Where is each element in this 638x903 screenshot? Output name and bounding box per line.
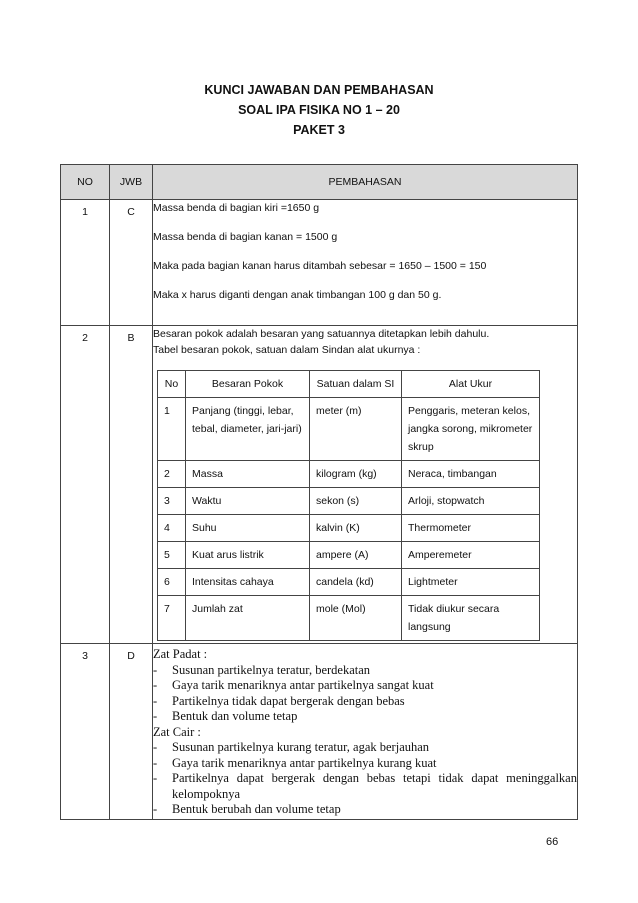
inner-cell: sekon (s) [310,488,402,515]
inner-header-cell: Alat Ukur [402,371,540,398]
inner-cell: Arloji, stopwatch [402,488,540,515]
inner-cell: kilogram (kg) [310,461,402,488]
page-number: 66 [546,836,559,848]
answer-table [60,164,578,820]
inner-cell: 1 [158,398,186,461]
list-item: - Gaya tarik menariknya antar partikelnya kurang kuat [153,755,437,770]
inner-cell: Amperemeter [402,542,540,569]
inner-cell: candela (kd) [310,569,402,596]
inner-row [158,461,540,488]
inner-cell: Jumlah zat [186,596,310,641]
list-item: - Susunan partikelnya teratur, berdekatan [153,662,371,677]
row-answer: B [127,332,135,344]
row-number: 3 [82,650,88,662]
inner-header-cell: No [158,371,186,398]
besaran-pokok-table [157,370,540,641]
inner-cell: 2 [158,461,186,488]
list-item: - Bentuk berubah dan volume tetap [153,802,341,816]
row-answer: C [127,206,135,218]
header-jwb: JWB [110,165,153,200]
list-item: - Partikelnya dapat bergerak dengan bebas tetapi tidak dapat meninggalkan kelompoknya [153,771,577,801]
inner-cell: 6 [158,569,186,596]
explanation-line: Maka x harus diganti dengan anak timbangan 100 g dan 50 g. [153,289,442,301]
explanation-line: Tabel besaran pokok, satuan dalam Sindan alat ukurnya : [153,344,421,356]
inner-cell: Massa [186,461,310,488]
inner-row [158,596,540,641]
doc-paket: PAKET 3 [293,123,345,137]
table-row [61,200,578,326]
inner-header-cell: Satuan dalam SI [310,371,402,398]
explanation-line: Massa benda di bagian kiri =1650 g [153,202,320,214]
inner-cell: Tidak diukur secara langsung [402,596,540,641]
doc-subtitle: SOAL IPA FISIKA NO 1 – 20 [238,103,400,117]
section-title-cair: Zat Cair : [153,724,201,739]
table-row [61,644,578,820]
inner-cell: Lightmeter [402,569,540,596]
list-item: - Susunan partikelnya kurang teratur, agak berjauhan [153,740,430,754]
row-explanation [153,644,578,820]
inner-row [158,488,540,515]
list-item: - Partikelnya tidak dapat bergerak dengan bebas [153,693,405,708]
list-item: - Gaya tarik menariknya antar partikelnya sangat kuat [153,678,434,692]
inner-cell: meter (m) [310,398,402,461]
inner-cell: 4 [158,515,186,542]
inner-cell: Waktu [186,488,310,515]
inner-cell: 3 [158,488,186,515]
section-title-padat: Zat Padat : [153,647,208,661]
inner-header-cell: Besaran Pokok [186,371,310,398]
header-pembahasan: PEMBAHASAN [153,165,578,200]
doc-title: KUNCI JAWABAN DAN PEMBAHASAN [204,83,434,97]
explanation-line: Maka pada bagian kanan harus ditambah sebesar = 1650 – 1500 = 150 [153,260,487,272]
inner-cell: Neraca, timbangan [402,461,540,488]
list-item: - Bentuk dan volume tetap [153,709,298,723]
explanation-line: Massa benda di bagian kanan = 1500 g [153,231,338,243]
inner-cell: Kuat arus listrik [186,542,310,569]
row-explanation [153,200,578,326]
header-no: NO [61,165,110,200]
inner-header-row [158,371,540,398]
inner-cell: 5 [158,542,186,569]
inner-cell: mole (Mol) [310,596,402,641]
table-header-row [61,165,578,200]
row-explanation [153,326,578,644]
row-answer: D [127,650,135,662]
inner-cell: 7 [158,596,186,641]
inner-cell: Thermometer [402,515,540,542]
inner-row [158,542,540,569]
inner-row [158,515,540,542]
inner-row [158,569,540,596]
inner-cell: Penggaris, meteran kelos, jangka sorong, mikrometer skrup [402,398,540,461]
inner-row [158,398,540,461]
inner-cell: kalvin (K) [310,515,402,542]
row-number: 2 [82,332,88,344]
inner-cell: Intensitas cahaya [186,569,310,596]
inner-cell: ampere (A) [310,542,402,569]
row-number: 1 [82,206,88,218]
inner-cell: Suhu [186,515,310,542]
table-row [61,326,578,644]
inner-cell: Panjang (tinggi, lebar, tebal, diameter, jari-jari) [186,398,310,461]
explanation-line: Besaran pokok adalah besaran yang satuannya ditetapkan lebih dahulu. [153,328,490,340]
